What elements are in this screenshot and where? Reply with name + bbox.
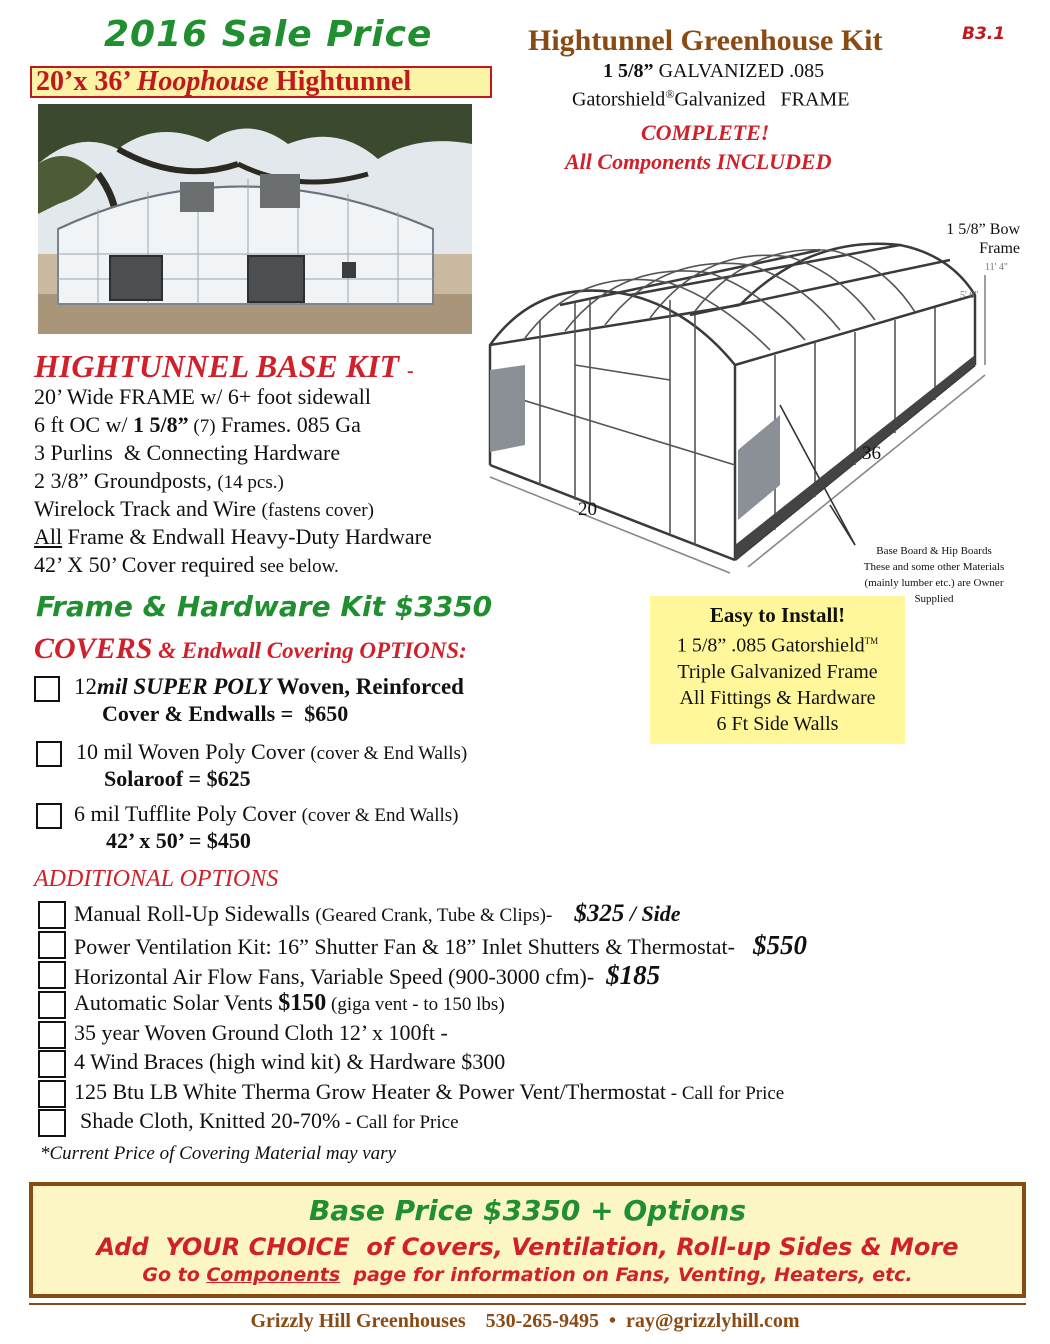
sale-title: 2016 Sale Price [104, 14, 433, 55]
opt1-price: $325 [574, 900, 625, 927]
cov2-b: (cover & End Walls) [310, 743, 468, 764]
bullet: • [608, 1310, 616, 1332]
easy-install-line-3: All Fittings & Hardware [679, 686, 876, 709]
easy-install-line-1 [650, 628, 905, 659]
base-kit-title-text: HIGHTUNNEL BASE KIT [34, 348, 400, 384]
cov3-b: (cover & End Walls) [301, 805, 459, 826]
opt4-b: (giga vent - to 150 lbs) [326, 994, 505, 1015]
contact-line [0, 1310, 1050, 1333]
components-line [33, 1264, 1022, 1286]
option-1-label [74, 900, 681, 928]
components-link[interactable]: Components [206, 1264, 341, 1286]
base-price-title: Base Price $3350 + Options [308, 1194, 747, 1227]
opt1-a: Manual Roll-Up Sidewalls [74, 901, 316, 926]
opt8-a: Shade Cloth, Knitted 20-70% [80, 1108, 341, 1133]
easy-install-line-2: Triple Galvanized Frame [677, 660, 878, 683]
spec-galvanized: GALVANIZED .085 [658, 60, 825, 82]
option-7-checkbox[interactable] [38, 1080, 66, 1108]
option-3-label [74, 960, 660, 991]
option-3-checkbox[interactable] [38, 961, 66, 989]
cover-option-1-price: Cover & Endwalls = $650 [102, 701, 349, 726]
note-line-4: Supplied [914, 593, 954, 605]
bow-label-line-2: Frame [979, 240, 1020, 257]
frame-hardware-price: Frame & Hardware Kit $3350 [36, 590, 493, 623]
covering-price-note: *Current Price of Covering Material may vary [40, 1143, 397, 1164]
opt2-b: 16” [277, 934, 309, 959]
cover-option-3-checkbox[interactable] [36, 803, 62, 829]
covers-title-big: COVERS [34, 632, 153, 665]
bk-l2-count: (7) [188, 416, 216, 437]
spec-bow-size: 1 5/8” [603, 60, 654, 82]
opt3-price: $185 [606, 960, 661, 990]
bk-l4-a: 2 3/8” Groundposts, [34, 468, 218, 493]
spec-line-1 [603, 60, 824, 83]
footer-divider [29, 1303, 1026, 1305]
option-8-checkbox[interactable] [38, 1109, 66, 1137]
note-line-2: These and some other Materials [863, 561, 1005, 573]
cover-option-2-price: Solaroof = $625 [104, 766, 251, 791]
opt4-a: Automatic Solar Vents [74, 990, 279, 1015]
cov3-a: 6 mil Tufflite Poly Cover [74, 801, 302, 826]
goto-text: Go to [142, 1264, 207, 1286]
opt2-a: Power Ventilation Kit: [74, 934, 278, 959]
phone-number: 530-265-9495 [485, 1310, 599, 1332]
model-name: Hoophouse [136, 66, 269, 97]
cover-option-3-price: 42’ x 50’ = $450 [106, 828, 251, 853]
base-kit-line-3: 3 Purlins & Connecting Hardware [34, 440, 341, 465]
company-name: Grizzly Hill Greenhouses [250, 1310, 466, 1332]
spec-gatorshield: Gatorshield [572, 88, 666, 111]
opt2-c: Shutter Fan & 18” Inlet Shutters & Thermostat- [308, 934, 735, 959]
option-5-label: 35 year Woven Ground Cloth 12’ x 100ft - [74, 1020, 448, 1045]
base-kit-title [34, 348, 414, 385]
opt8-b: - Call for Price [340, 1112, 459, 1133]
bk-l2-a: 6 ft OC w/ [34, 412, 133, 437]
bk-l5-a: Wirelock Track and Wire [34, 496, 262, 521]
opt1-unit: / Side [624, 901, 681, 926]
bk-l6-rest: Frame & Endwall Heavy-Duty Hardware [62, 524, 432, 549]
bow-label-line-1: 1 5/8” Bow [946, 221, 1020, 238]
base-price-box [29, 1182, 1026, 1298]
option-8-label [80, 1108, 459, 1134]
dim-length: 36 [862, 443, 881, 464]
your-choice-line: Add YOUR CHOICE of Covers, Ventilation, Roll-up Sides & More [96, 1233, 959, 1261]
dim-height-side: 5' 6" [960, 290, 979, 301]
base-kit-dash: - [407, 360, 414, 382]
cover-option-1-checkbox[interactable] [34, 676, 60, 702]
dim-width: 20 [578, 499, 597, 520]
opt1-b: (Geared Crank, Tube & Clips)- [315, 905, 553, 926]
opt7-a: 125 Btu LB White Therma Grow Heater & Power Vent/Thermostat [74, 1079, 667, 1104]
option-2-checkbox[interactable] [38, 931, 66, 959]
base-kit-line-6 [34, 524, 432, 550]
bow-frame-label [930, 220, 1020, 258]
base-kit-line-1: 20’ Wide FRAME w/ 6+ foot sidewall [34, 384, 372, 409]
opt3-a: Horizontal Air Flow Fans, Variable Speed (900-3000 cfm)- [74, 964, 595, 989]
opt7-b: - Call for Price [666, 1083, 785, 1104]
email-link[interactable]: ray@grizzlyhill.com [625, 1310, 800, 1332]
page-code: B3.1 [962, 24, 1006, 44]
bk-l6-all: All [34, 524, 63, 549]
bk-l4-pcs: (14 pcs.) [217, 472, 284, 493]
cover-option-1-label [74, 674, 464, 700]
option-7-label [74, 1079, 784, 1105]
bk-l5-fastens: (fastens cover) [261, 500, 374, 521]
easy-install-title: Easy to Install! [709, 603, 846, 627]
model-badge [30, 66, 492, 98]
spec-line-2 [572, 87, 849, 112]
option-2-label [74, 930, 807, 961]
covers-title-rest: & Endwall Covering OPTIONS: [152, 638, 467, 663]
cover-option-2-label [76, 739, 467, 765]
cov1-a: 12 [74, 674, 97, 699]
base-kit-line-5 [34, 496, 374, 522]
bk-l7-a: 42’ X 50’ Cover required [34, 552, 260, 577]
cov1-b: mil SUPER POLY [97, 674, 272, 699]
spec-frame: Galvanized FRAME [674, 88, 850, 111]
bk-l2-bow: 1 5/8” [133, 412, 189, 437]
model-suffix: Hightunnel [275, 66, 412, 97]
option-6-checkbox[interactable] [38, 1050, 66, 1078]
opt4-price: $150 [278, 990, 327, 1016]
dim-height-top: 11' 4" [985, 262, 1009, 273]
easy-install-line-4: 6 Ft Side Walls [716, 712, 839, 735]
option-6-label: 4 Wind Braces (high wind kit) & Hardware $300 [74, 1049, 506, 1074]
base-kit-line-7 [34, 552, 339, 578]
trademark-mark: TM [864, 636, 879, 646]
option-4-checkbox[interactable] [38, 991, 66, 1019]
note-line-3: (mainly lumber etc.) are Owner [864, 577, 1004, 589]
covers-title [34, 632, 467, 666]
opt2-price: $550 [752, 930, 807, 960]
base-kit-line-4 [34, 468, 284, 494]
model-size: 20’x 36’ [36, 66, 130, 97]
easy-l1-text: 1 5/8” .085 Gatorshield [676, 634, 865, 657]
option-4-label [74, 990, 505, 1017]
registered-mark: ® [665, 87, 675, 101]
base-kit-line-2 [34, 412, 361, 438]
additional-options-title: ADDITIONAL OPTIONS [34, 866, 279, 892]
bk-l2-frames: Frames. 085 Ga [215, 412, 361, 437]
kit-title: Hightunnel Greenhouse Kit [528, 24, 883, 57]
goto-rest: page for information on Fans, Venting, Heaters, etc. [340, 1264, 913, 1286]
cov2-a: 10 mil Woven Poly Cover [76, 739, 311, 764]
note-line-1: Base Board & Hip Boards [876, 545, 992, 557]
greenhouse-photo [38, 104, 472, 334]
complete-label: COMPLETE! [641, 120, 770, 145]
option-1-checkbox[interactable] [38, 901, 66, 929]
cover-option-2-checkbox[interactable] [36, 741, 62, 767]
all-included-label: All Components INCLUDED [565, 149, 832, 174]
bk-l7-see: see below. [259, 556, 339, 577]
cover-option-3-label [74, 801, 459, 827]
greenhouse-photo-image [38, 104, 472, 334]
option-5-checkbox[interactable] [38, 1021, 66, 1049]
cov1-c: Woven, Reinforced [271, 674, 464, 699]
easy-install-box [650, 596, 905, 744]
